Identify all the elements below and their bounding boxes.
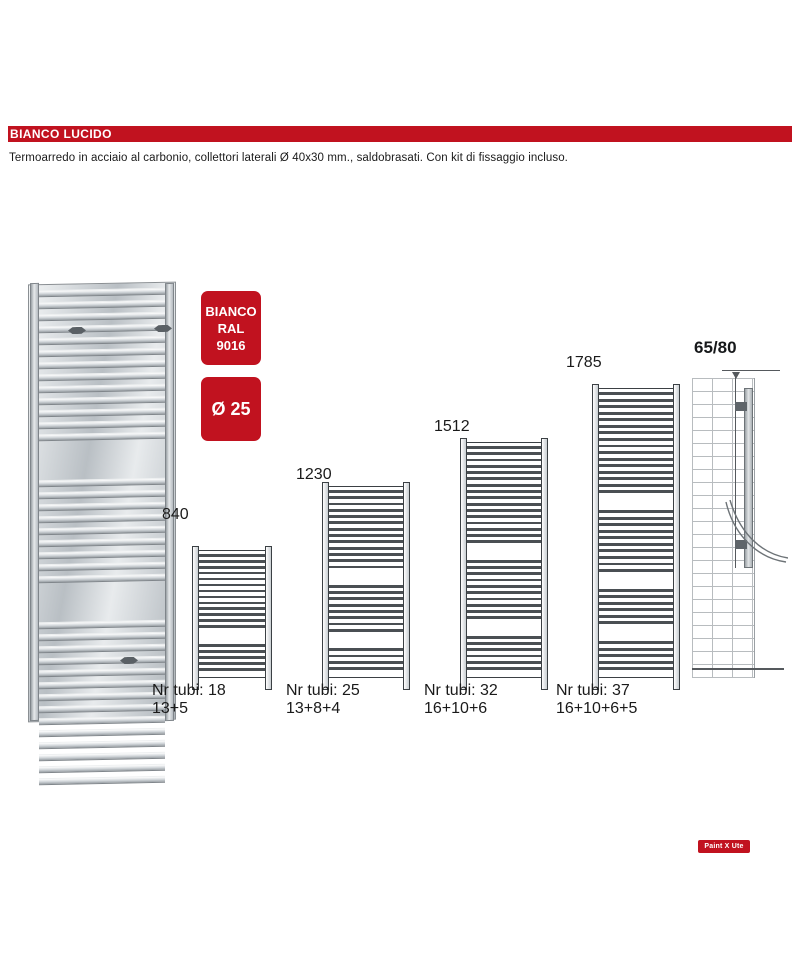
tube (599, 621, 673, 624)
tubes-detail-label: 13+5 (152, 700, 189, 717)
tube (39, 716, 165, 725)
tube (199, 625, 265, 628)
radiator-tube-stack (39, 288, 165, 714)
product-description: Termoarredo in acciaio al carbonio, collettori laterali Ø 40x30 mm., saldobrasati. Con kit di fissaggio incluso. (9, 152, 568, 164)
tube (39, 776, 165, 785)
tube (467, 471, 541, 474)
tube (39, 562, 165, 571)
tube (467, 540, 541, 543)
tube (467, 648, 541, 651)
tube (329, 604, 403, 607)
tube (467, 446, 541, 449)
tube (199, 554, 265, 557)
radiator-right-collector (165, 283, 174, 721)
tube (329, 503, 403, 506)
tube (599, 536, 673, 539)
diameter-badge (201, 377, 261, 441)
model-height-label: 1512 (434, 418, 470, 435)
tube (39, 692, 165, 701)
tube (599, 608, 673, 611)
tube (467, 534, 541, 537)
tube (329, 566, 403, 569)
tubes-detail-label: 16+10+6+5 (556, 700, 638, 717)
tube (599, 667, 673, 670)
tube (39, 502, 165, 511)
tube (599, 477, 673, 480)
tube (467, 655, 541, 658)
tube (599, 569, 673, 572)
model-variant (596, 388, 676, 678)
tube (39, 300, 165, 309)
tube (599, 661, 673, 664)
tube (467, 604, 541, 607)
tube (39, 312, 165, 321)
tube (467, 484, 541, 487)
tube (467, 496, 541, 499)
tube (329, 585, 403, 588)
model-variant (464, 442, 544, 678)
tube (467, 636, 541, 639)
tube (199, 650, 265, 653)
tube (39, 396, 165, 405)
tube (467, 477, 541, 480)
tube (599, 431, 673, 434)
tubes-count-label: Nr tubi: 32 (424, 682, 498, 699)
tube (39, 764, 165, 773)
tube (39, 668, 165, 677)
tube (329, 616, 403, 619)
tube (39, 384, 165, 393)
tube-gap (329, 635, 403, 648)
tube (39, 728, 165, 737)
radiator-tube-stack (329, 490, 403, 674)
tube (199, 560, 265, 563)
tube (599, 556, 673, 559)
tube (329, 509, 403, 512)
tube (599, 595, 673, 598)
tube (199, 584, 265, 587)
tube (467, 585, 541, 588)
tube (39, 432, 165, 441)
tubes-count-label: Nr tubi: 25 (286, 682, 360, 699)
tube (39, 538, 165, 547)
tube (467, 579, 541, 582)
tube (329, 591, 403, 594)
model-height-label: 1230 (296, 466, 332, 483)
tube (39, 372, 165, 381)
tube (39, 360, 165, 369)
tube (39, 656, 165, 665)
tube-gap (199, 631, 265, 644)
tube-gap (39, 586, 165, 622)
tube (467, 528, 541, 531)
model-height-label: 1785 (566, 354, 602, 371)
radiator-right-collector (541, 438, 548, 690)
wall-detail-label: 65/80 (694, 338, 737, 357)
tube (467, 490, 541, 493)
main-product-image (28, 283, 176, 721)
tube (329, 521, 403, 524)
tube (599, 517, 673, 520)
tube (39, 490, 165, 499)
diameter-badge-label: Ø 25 (211, 398, 251, 419)
color-badge-line2: RAL (217, 320, 245, 336)
tube (467, 503, 541, 506)
tube (329, 623, 403, 626)
tube (599, 510, 673, 513)
tube (467, 572, 541, 575)
tube (39, 752, 165, 761)
radiator-tube-stack (467, 446, 541, 674)
model-height-label: 840 (162, 506, 189, 523)
tube (467, 616, 541, 619)
tube (329, 547, 403, 550)
radiator-left-collector (30, 283, 39, 721)
tube (599, 484, 673, 487)
tubes-detail-label: 16+10+6 (424, 700, 488, 717)
tube (467, 515, 541, 518)
tube (39, 288, 165, 297)
tube (329, 553, 403, 556)
tube (467, 642, 541, 645)
tube (199, 644, 265, 647)
tube-gap (599, 628, 673, 641)
tube (199, 566, 265, 569)
tube (39, 644, 165, 653)
tube (329, 610, 403, 613)
tube (599, 425, 673, 428)
tube (599, 464, 673, 467)
tube (39, 704, 165, 713)
tube (329, 528, 403, 531)
tube (599, 530, 673, 533)
model-tube-caption (424, 682, 498, 718)
tube (329, 661, 403, 664)
page-title: BIANCO LUCIDO (10, 127, 112, 141)
tube (599, 543, 673, 546)
tube (599, 445, 673, 448)
tube (39, 514, 165, 523)
tube (599, 471, 673, 474)
model-variant (326, 486, 406, 678)
tube (329, 648, 403, 651)
tubes-detail-label: 13+8+4 (286, 700, 341, 717)
model-tube-caption (556, 682, 637, 718)
tube (329, 534, 403, 537)
dimension-line-top (722, 370, 780, 371)
tube (199, 602, 265, 605)
color-badge-line1: BIANCO (205, 303, 257, 319)
tube (599, 641, 673, 644)
tube (599, 654, 673, 657)
tube (39, 478, 165, 487)
tube (599, 549, 673, 552)
pipe-curve-icon (724, 500, 788, 566)
tube (329, 597, 403, 600)
tubes-count-label: Nr tubi: 37 (556, 682, 630, 699)
tube (329, 540, 403, 543)
tube (599, 438, 673, 441)
tube (599, 490, 673, 493)
radiator-left-collector (192, 546, 199, 690)
tube (599, 589, 673, 592)
tube (467, 522, 541, 525)
radiator-left-collector (322, 482, 329, 690)
floor-line (692, 668, 784, 670)
tube (599, 602, 673, 605)
tube (199, 572, 265, 575)
radiator-tube-stack (199, 554, 265, 674)
tube (467, 560, 541, 563)
tube (39, 336, 165, 345)
tube (467, 566, 541, 569)
tube (329, 490, 403, 493)
tube (39, 680, 165, 689)
tube-gap (329, 572, 403, 585)
tube (39, 740, 165, 749)
tube (39, 526, 165, 535)
tube (329, 496, 403, 499)
tube (39, 574, 165, 583)
tube (599, 458, 673, 461)
tube (199, 613, 265, 616)
radiator-right-collector (673, 384, 680, 690)
tube (199, 596, 265, 599)
model-variant (196, 550, 268, 678)
tube (599, 412, 673, 415)
tube (329, 667, 403, 670)
tube (599, 399, 673, 402)
tube (199, 668, 265, 671)
tube (39, 348, 165, 357)
tube (599, 392, 673, 395)
tube (329, 629, 403, 632)
tube (39, 620, 165, 629)
wall-bracket-icon (735, 402, 747, 411)
tube (467, 509, 541, 512)
tube (599, 405, 673, 408)
tube (39, 420, 165, 429)
color-badge (201, 291, 261, 365)
tube (199, 619, 265, 622)
tube (199, 662, 265, 665)
model-tube-caption (152, 682, 226, 718)
tube (467, 591, 541, 594)
tube (329, 655, 403, 658)
tube-gap (599, 497, 673, 510)
color-badge-line3: 9016 (216, 337, 246, 353)
tube (39, 632, 165, 641)
tube (599, 648, 673, 651)
tube-gap (599, 576, 673, 589)
tube (329, 559, 403, 562)
radiator-right-collector (265, 546, 272, 690)
tube (467, 452, 541, 455)
tube (599, 563, 673, 566)
tube (199, 656, 265, 659)
tube (329, 515, 403, 518)
radiator-left-collector (460, 438, 467, 690)
tube (467, 598, 541, 601)
tube (199, 578, 265, 581)
tubes-count-label: Nr tubi: 18 (152, 682, 226, 699)
tube (39, 324, 165, 333)
dimension-arrow-icon (732, 372, 740, 379)
radiator-tube-stack (599, 392, 673, 674)
tube (199, 607, 265, 610)
model-tube-caption (286, 682, 360, 718)
radiator-left-collector (592, 384, 599, 690)
tube (467, 667, 541, 670)
tube (467, 459, 541, 462)
tube (467, 610, 541, 613)
tube (467, 465, 541, 468)
tube-gap (467, 547, 541, 560)
tube (599, 418, 673, 421)
header-accent-band (8, 126, 792, 142)
tube (39, 408, 165, 417)
tube (39, 550, 165, 559)
tube (467, 661, 541, 664)
tube (199, 590, 265, 593)
radiator-right-collector (403, 482, 410, 690)
tube (599, 615, 673, 618)
tube-gap (39, 444, 165, 480)
tube-gap (467, 623, 541, 636)
tube (599, 451, 673, 454)
watermark-badge: Paint X Ute (698, 840, 750, 853)
tube (599, 523, 673, 526)
